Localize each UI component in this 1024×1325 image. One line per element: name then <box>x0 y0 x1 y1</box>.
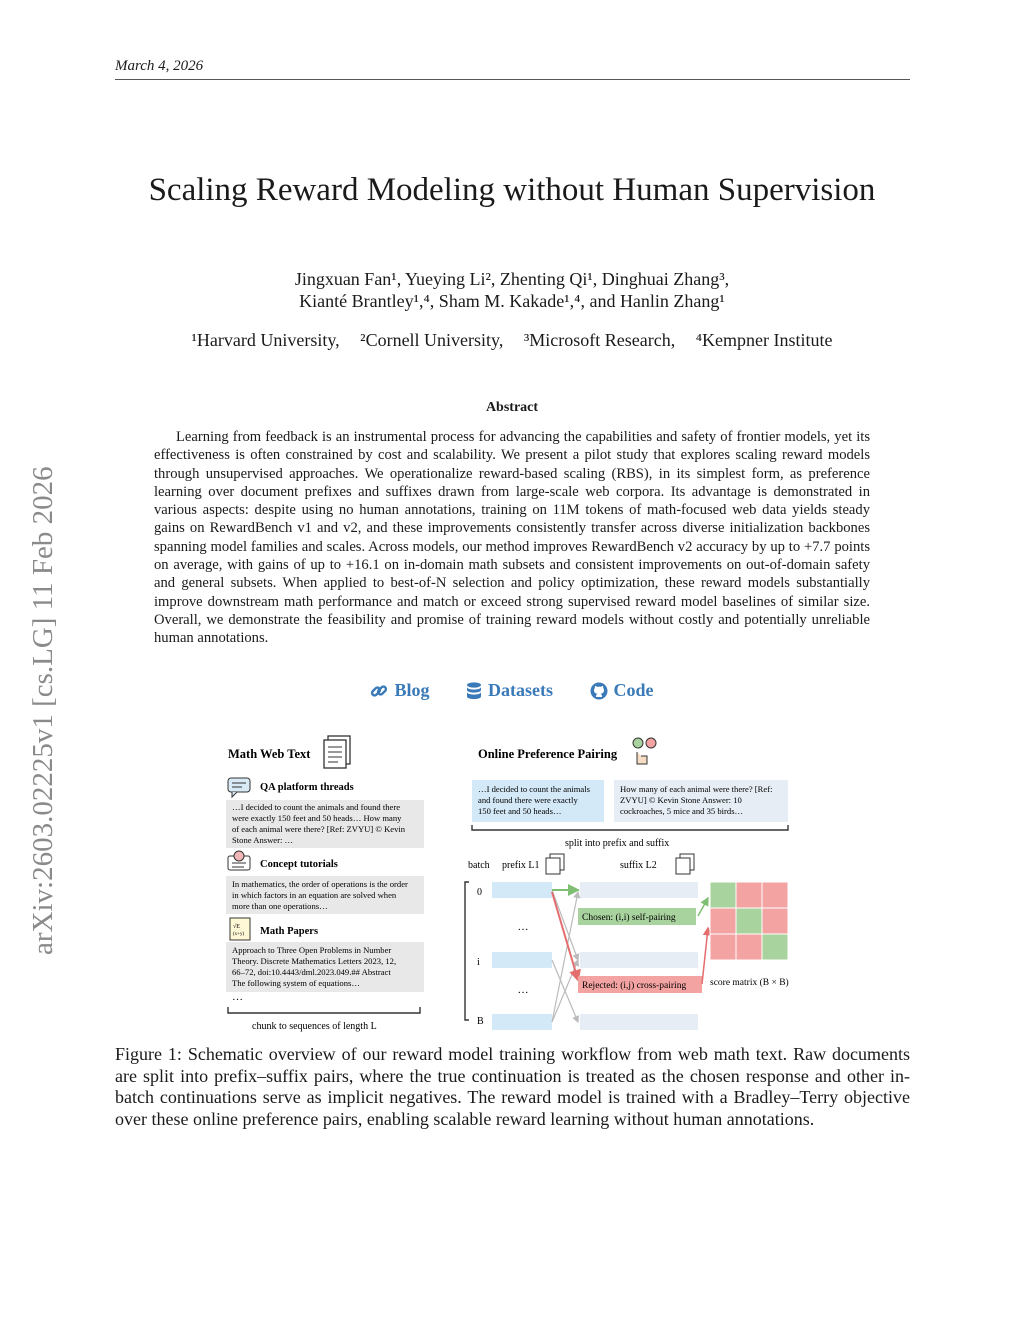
affiliation: ⁴Kempner Institute <box>695 330 833 350</box>
affiliation: ¹Harvard University, <box>191 330 340 350</box>
chat-icon <box>228 778 250 797</box>
datasets-link-label: Datasets <box>488 680 553 700</box>
suffix-example: How many of each animal were there? [Ref: ZVYU] © Kevin Stone Answer: 10 cockroaches, 5 mice and 35 birds… <box>620 784 773 816</box>
link-icon <box>370 682 388 700</box>
preference-icon <box>633 738 656 764</box>
matrix-cell <box>710 908 736 934</box>
prefix-example: …I decided to count the animals and found there were exactly 150 feet and 50 heads… <box>478 784 590 816</box>
left-panel-title: Math Web Text <box>228 747 311 761</box>
abstract-heading: Abstract <box>485 400 539 415</box>
matrix-cell <box>762 882 788 908</box>
rows-ellipsis: … <box>517 921 529 933</box>
datasets-link[interactable] <box>466 680 553 701</box>
prefix-rows <box>492 882 552 1030</box>
code-link-label: Code <box>613 680 654 700</box>
source-snippet-tutorials: In mathematics, the order of operations is the order in which factors in an equation are solved when more than one operations… <box>232 879 408 911</box>
matrix-cell <box>736 882 762 908</box>
chunk-bracket <box>228 1007 420 1013</box>
prefix-label: prefix L1 <box>502 860 540 871</box>
paper-icon <box>230 918 250 940</box>
suffix-rows <box>580 882 698 1030</box>
figure-caption: Figure 1: Schematic overview of our reward model training workflow from web math text. Raw documents are split into prefix–suffix pairs, where the true continuation is treated as the chosen response and other in-batch continuations serve as implicit negatives. The reward model is trained with a Bradley–Terry objective over these online preference pairs, enabling scalable reward learning without human annotations. <box>115 1044 910 1129</box>
github-icon <box>590 682 608 700</box>
split-label: split into prefix and suffix <box>565 838 670 849</box>
matrix-cell <box>762 908 788 934</box>
matrix-cell <box>762 934 788 960</box>
prefix-row <box>492 882 552 898</box>
code-link[interactable] <box>590 680 654 701</box>
matrix-cell <box>710 934 736 960</box>
source-title-tutorials: Concept tutorials <box>260 859 338 870</box>
author-list <box>0 268 1024 312</box>
authors-line-2: Kianté Brantley¹,⁴, Sham M. Kakade¹,⁴, and Hanlin Zhang¹ <box>299 291 725 311</box>
blog-link[interactable] <box>370 680 429 701</box>
rejected-arrow <box>702 928 708 984</box>
header-date: March 4, 2026 <box>115 58 204 74</box>
batch-label: batch <box>468 860 490 871</box>
row-label-B: B <box>477 1016 484 1027</box>
suffix-label: suffix L2 <box>620 860 657 871</box>
arxiv-sidebar <box>22 370 64 955</box>
affiliation: ³Microsoft Research, <box>523 330 676 350</box>
score-matrix <box>710 882 788 960</box>
row-label-0: 0 <box>477 887 482 898</box>
suffix-row <box>580 882 698 898</box>
suffix-stack-icon <box>676 854 694 874</box>
affiliation: ²Cornell University, <box>360 330 504 350</box>
chosen-label: Chosen: (i,i) self-pairing <box>582 913 676 923</box>
source-snippet-qa: …I decided to count the animals and found there were exactly 150 feet and 50 heads… How many of each animal were there? [Ref: ZVYU] © Kevin Stone Answer: … <box>232 802 406 845</box>
matrix-label: score matrix (B × B) <box>710 978 789 988</box>
suffix-row <box>580 1014 698 1030</box>
matrix-cell <box>736 908 762 934</box>
row-label-i: i <box>477 957 480 968</box>
svg-text:(x+y): (x+y) <box>233 932 245 937</box>
prefix-row <box>492 952 552 968</box>
blog-link-label: Blog <box>394 680 430 700</box>
authors-line-1: Jingxuan Fan¹, Yueying Li², Zhenting Qi¹, Dinghuai Zhang³, <box>294 269 730 289</box>
right-panel-title: Online Preference Pairing <box>478 747 618 761</box>
source-snippet-papers: Approach to Three Open Problems in Number Theory. Discrete Mathematics Letters 2023, 12, 66–72, doi:10.4443/dml.2023.049.## Abstract The following system of equations… <box>232 945 397 988</box>
rows-ellipsis: … <box>517 984 529 996</box>
split-bracket <box>472 825 788 830</box>
document-icon <box>324 736 350 768</box>
matrix-cell <box>710 882 736 908</box>
source-ellipsis: … <box>232 991 243 1003</box>
chunk-label: chunk to sequences of length L <box>252 1021 377 1032</box>
resource-links <box>0 680 1024 705</box>
suffix-row <box>580 952 698 968</box>
prefix-stack-icon <box>546 854 564 874</box>
abstract-text: Learning from feedback is an instrumental process for advancing the capabilities and safety of frontier models, yet its effectiveness is often constrained by cost and scalability. We present a pilot study that explores scaling reward models through unsupervised approaches. We operationalize reward-based scaling (RBS), in its simplest form, as preference learning over document prefixes and suffixes drawn from large-scale web corpora. Its advantage is demonstrated in various aspects: despite using no human annotations, training on 11M tokens of math-focused web data yields steady gains on RewardBench v1 and v2, and these improvements consistently transfer across diverse initialization backbones spanning model families and scales. Across models, our method improves RewardBench v2 accuracy by up to +7.7 points on average, with gains of up to +16.1 on in-domain math subsets and consistent improvements on out-of-domain safety and general subsets. When applied to best-of-N selection and policy optimization, these reward models substantially improve downstream math performance and match or exceed strong supervised reward model baselines of similar size. Overall, we demonstrate the feasibility and promise of training reward models without costly and potentially unreliable human annotations. <box>154 429 870 647</box>
matrix-cell <box>736 934 762 960</box>
source-title-papers: Math Papers <box>260 926 319 937</box>
affiliations <box>0 330 1024 351</box>
batch-bracket <box>465 882 469 1020</box>
prefix-row <box>492 1014 552 1030</box>
workflow-figure <box>220 730 810 1040</box>
pairing-arrows <box>552 890 578 1022</box>
chosen-arrow <box>698 898 708 916</box>
header-rule <box>115 79 910 80</box>
tutorial-icon <box>228 851 250 870</box>
arxiv-id: arXiv:2603.02225v1 [cs.LG] 11 Feb 2026 <box>27 466 59 955</box>
source-title-qa: QA platform threads <box>260 782 354 793</box>
svg-text:√E: √E <box>233 924 240 930</box>
rejected-label: Rejected: (i,j) cross-pairing <box>582 981 687 991</box>
database-icon <box>466 682 482 700</box>
paper-title: Scaling Reward Modeling without Human Supervision <box>148 172 876 208</box>
